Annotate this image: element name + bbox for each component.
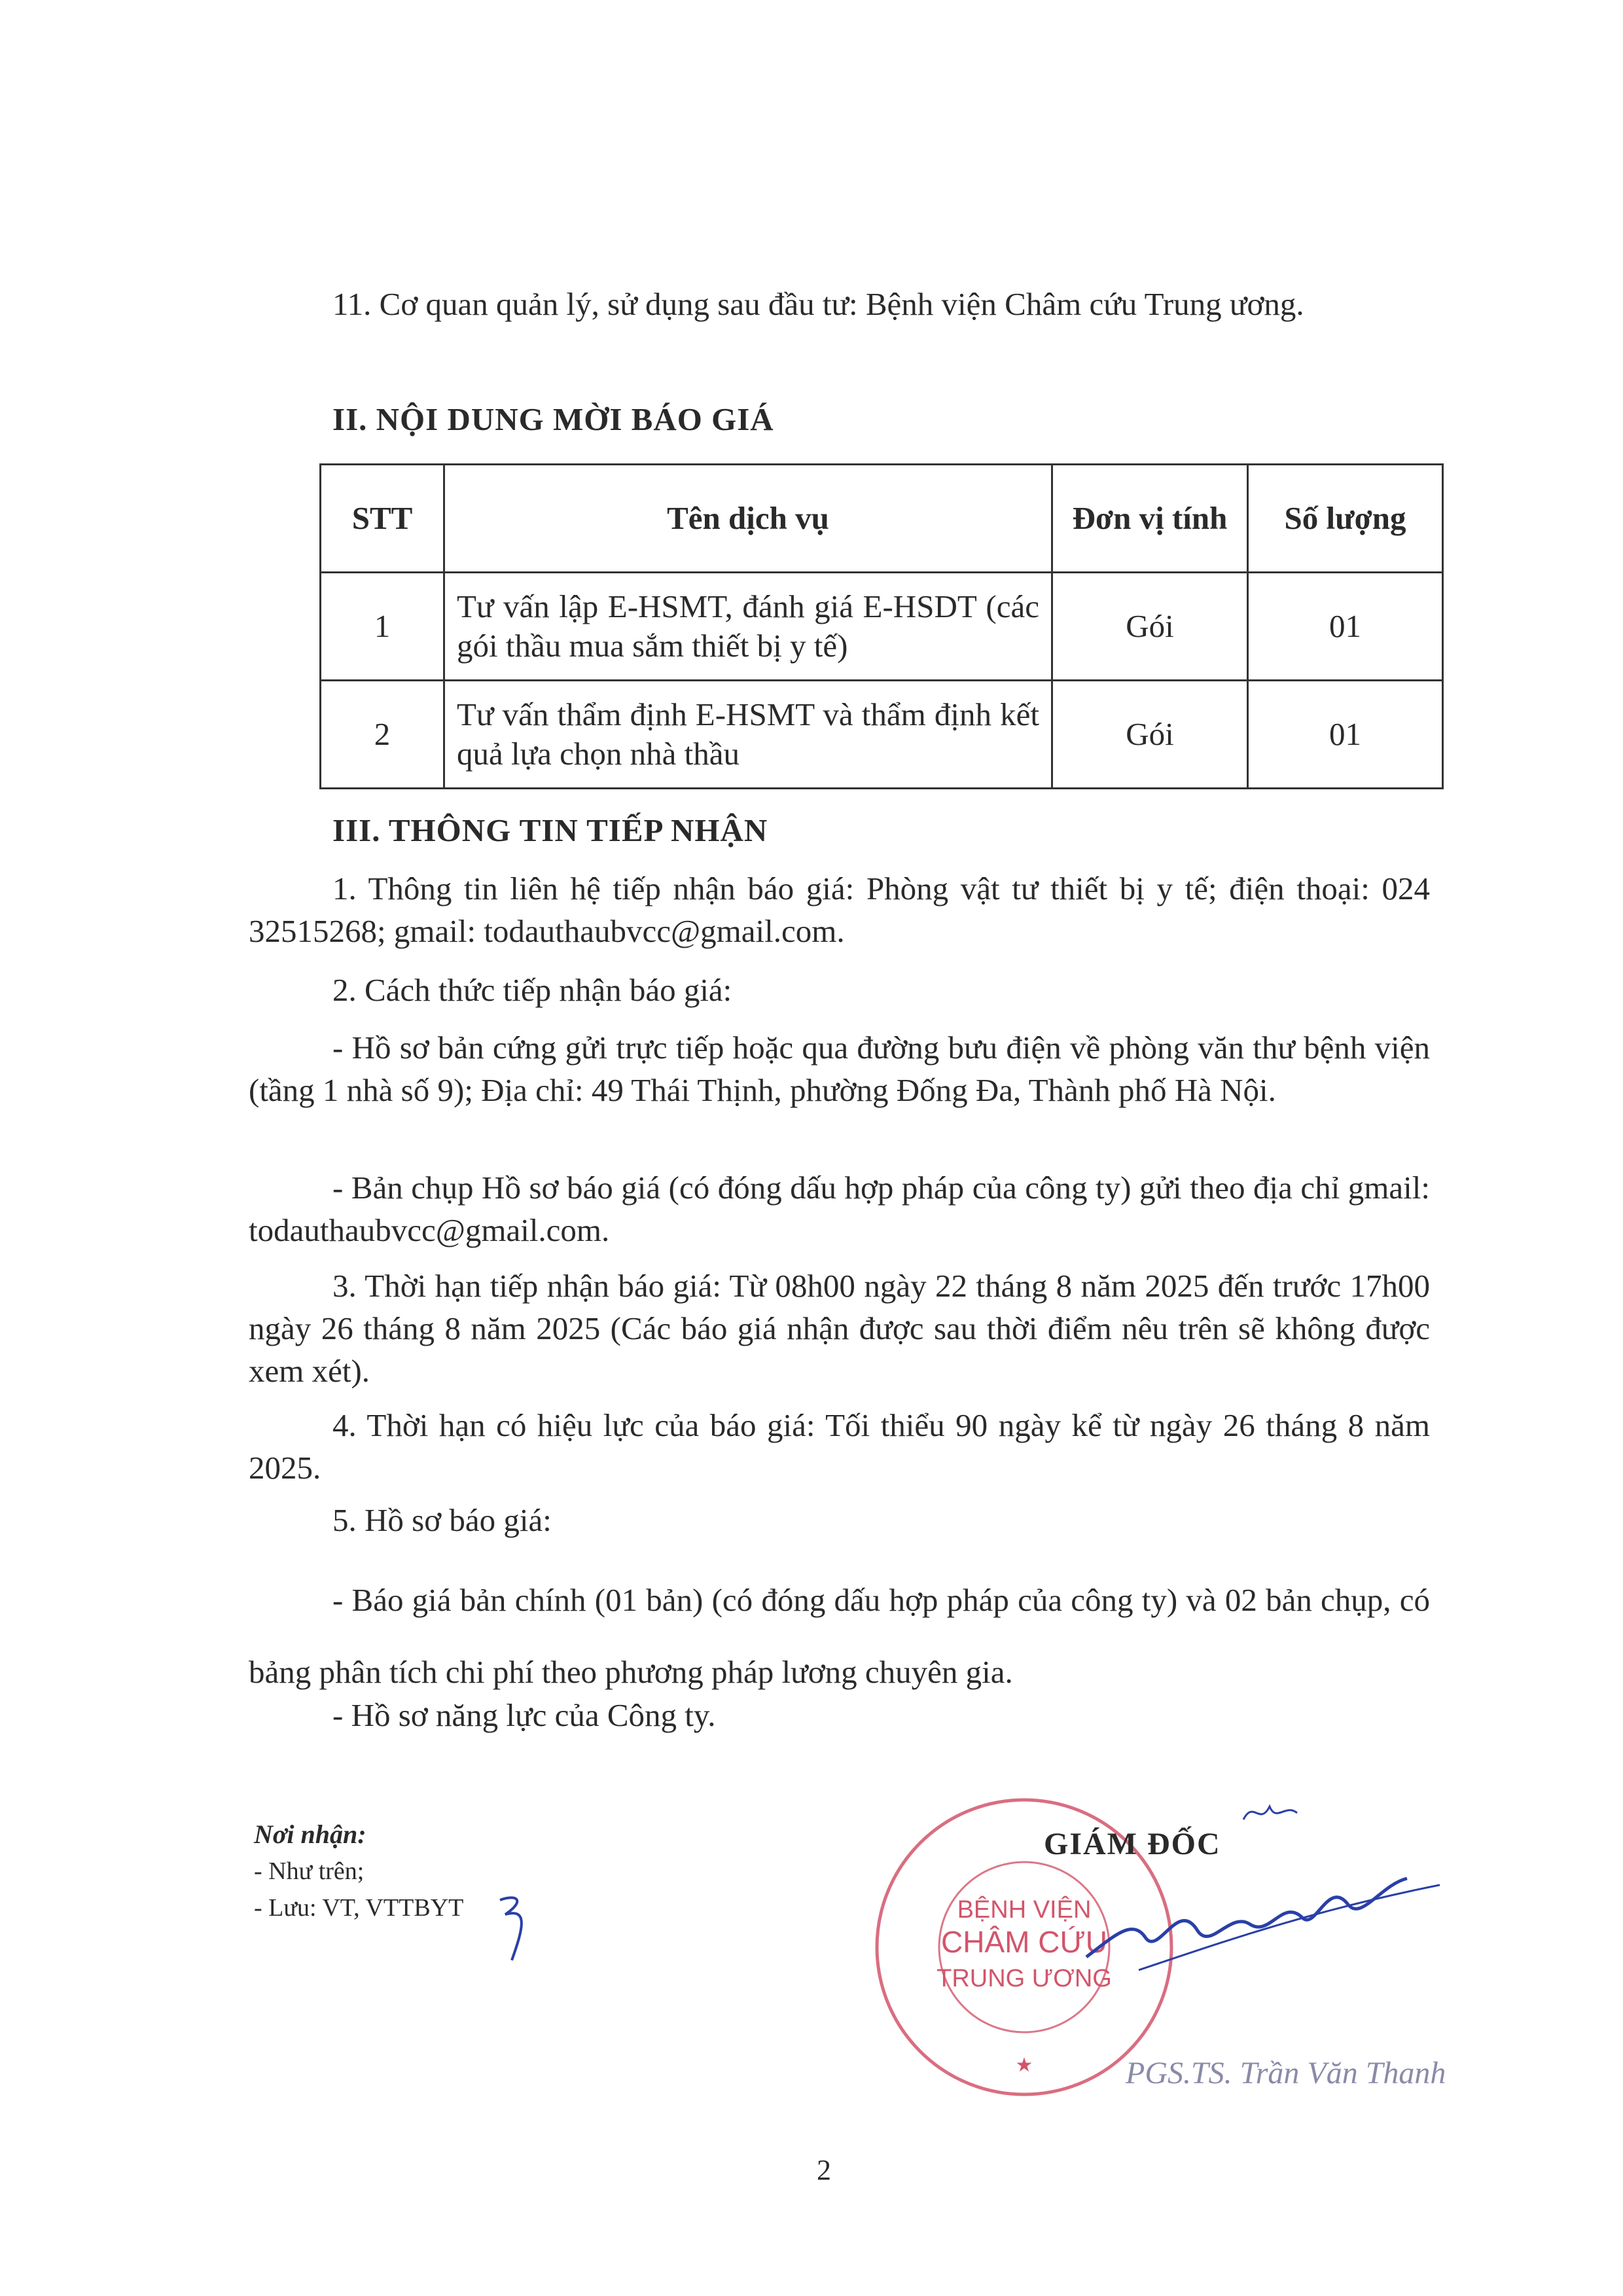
signature-icon bbox=[1073, 1859, 1453, 1990]
row-service-name: Tư vấn lập E-HSMT, đánh giá E-HSDT (các gói thầu mua sắm thiết bị y tế) bbox=[444, 573, 1052, 681]
recipient-item: - Như trên; bbox=[254, 1857, 365, 1885]
capacity-profile-paragraph: - Hồ sơ năng lực của Công ty. bbox=[332, 1697, 716, 1733]
initials-scribble-icon bbox=[492, 1888, 538, 1973]
hardcopy-paragraph: - Hồ sơ bản cứng gửi trực tiếp hoặc qua đường bưu điện về phòng văn thư bệnh viện (tầng 1 nhà số 9); Địa chỉ: 49 Thái Thịnh, phường Đống Đa, Thành phố Hà Nội. bbox=[249, 1030, 1430, 1108]
header-service-name: Tên dịch vụ bbox=[444, 465, 1052, 573]
header-stt: STT bbox=[321, 465, 444, 573]
recipients-block bbox=[254, 1816, 463, 1926]
deadline-paragraph: 3. Thời hạn tiếp nhận báo giá: Từ 08h00 ngày 22 tháng 8 năm 2025 đến trước 17h00 ngày 26 tháng 8 năm 2025 (Các báo giá nhận được sau thời điểm nêu trên sẽ không được xem xét). bbox=[249, 1268, 1430, 1389]
table-row bbox=[321, 573, 1443, 681]
table-header-row bbox=[321, 465, 1443, 573]
service-table bbox=[319, 463, 1444, 789]
director-initials-icon bbox=[1237, 1793, 1302, 1839]
signer-title: GIÁM ĐỐC bbox=[1044, 1827, 1221, 1861]
row-quantity: 01 bbox=[1248, 573, 1443, 681]
table-row bbox=[321, 681, 1443, 789]
recipient-item: - Lưu: VT, VTTBYT bbox=[254, 1894, 464, 1922]
row-stt: 1 bbox=[321, 573, 444, 681]
seal-line-2: CHÂM CỨU bbox=[941, 1925, 1107, 1959]
signer-name: PGS.TS. Trần Văn Thanh bbox=[1126, 2056, 1446, 2090]
scan-copy-paragraph: - Bản chụp Hồ sơ báo giá (có đóng dấu hợp pháp của công ty) gửi theo địa chỉ gmail: todauthaubvcc@gmail.com. bbox=[249, 1170, 1430, 1248]
receive-method-paragraph: 2. Cách thức tiếp nhận báo giá: bbox=[332, 972, 732, 1008]
quote-dossier-paragraph: 5. Hồ sơ báo giá: bbox=[332, 1502, 552, 1538]
section-3-heading: III. THÔNG TIN TIẾP NHẬN bbox=[332, 812, 768, 848]
recipients-title: Nơi nhận: bbox=[254, 1820, 366, 1849]
header-unit: Đơn vị tính bbox=[1052, 465, 1248, 573]
row-unit: Gói bbox=[1052, 573, 1248, 681]
row-service-name: Tư vấn thẩm định E-HSMT và thẩm định kết quả lựa chọn nhà thầu bbox=[444, 681, 1052, 789]
section-2-heading: II. NỘI DUNG MỜI BÁO GIÁ bbox=[332, 401, 774, 437]
row-quantity: 01 bbox=[1248, 681, 1443, 789]
contact-info-paragraph: 1. Thông tin liên hệ tiếp nhận báo giá: Phòng vật tư thiết bị y tế; điện thoại: 024 32515268; gmail: todauthaubvcc@gmail.com. bbox=[249, 870, 1430, 949]
header-quantity: Số lượng bbox=[1248, 465, 1443, 573]
row-stt: 2 bbox=[321, 681, 444, 789]
svg-text:★: ★ bbox=[1015, 2054, 1033, 2076]
seal-line-1: BỆNH VIỆN bbox=[957, 1896, 1092, 1924]
original-quote-paragraph: - Báo giá bản chính (01 bản) (có đóng dấu hợp pháp của công ty) và 02 bản chụp, có bảng phân tích chi phí theo phương pháp lương chuyên gia. bbox=[249, 1582, 1430, 1690]
validity-paragraph: 4. Thời hạn có hiệu lực của báo giá: Tối thiểu 90 ngày kể từ ngày 26 tháng 8 năm 2025. bbox=[249, 1407, 1430, 1486]
seal-line-3: TRUNG ƯƠNG bbox=[936, 1965, 1112, 1992]
page-number: 2 bbox=[817, 2154, 831, 2186]
row-unit: Gói bbox=[1052, 681, 1248, 789]
item-11-paragraph: 11. Cơ quan quản lý, sử dụng sau đầu tư: Bệnh viện Châm cứu Trung ương. bbox=[332, 286, 1304, 322]
